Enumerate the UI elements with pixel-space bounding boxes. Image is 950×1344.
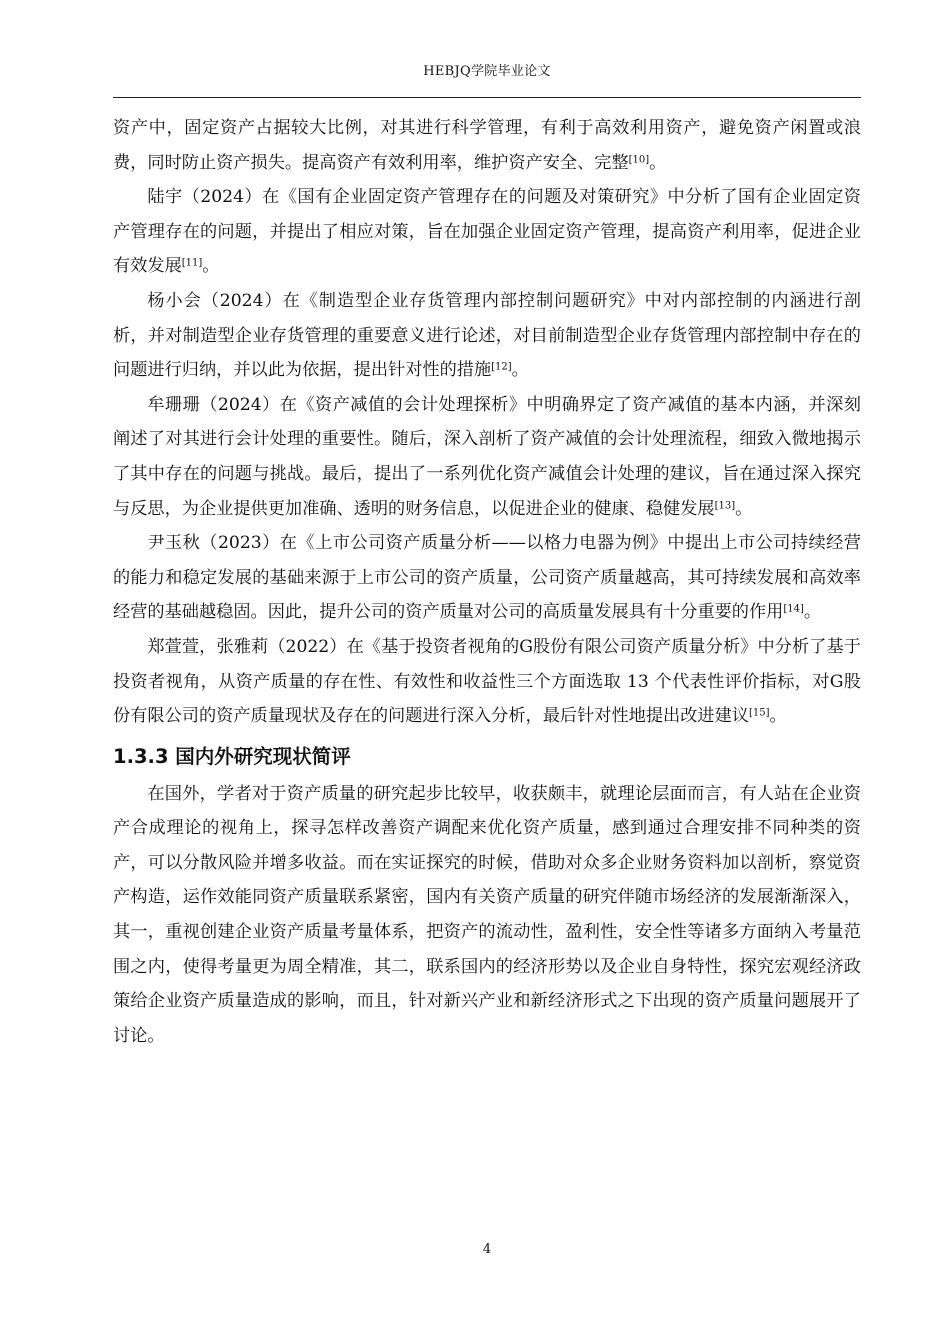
paragraph: 郑萱萱，张雅莉（2022）在《基于投资者视角的G股份有限公司资产质量分析》中分析了基于投资者视角，从资产质量的存在性、有效性和收益性三个方面选取 13 个代表性评价指标，对G股份有限公司的资产质量现状及存在的问题进行深入分析，最后针对性地提出改进建议[15]。 xyxy=(113,636,861,727)
paragraph: 牟珊珊（2024）在《资产减值的会计处理探析》中明确界定了资产减值的基本内涵，并深刻阐述了对其进行会计处理的重要性。随后，深入剖析了资产减值的会计处理流程，细致入微地揭示了其中存在的问题与挑战。最后，提出了一系列优化资产减值会计处理的建议，旨在通过深入探究与反思，为企业提供更加准确、透明的财务信息，以促进企业的健康、稳健发展[13]。 xyxy=(113,394,861,519)
citation-ref[interactable]: [14] xyxy=(783,603,804,615)
citation-ref[interactable]: [15] xyxy=(748,707,770,719)
page-number: 4 xyxy=(482,1242,492,1257)
page-header: HEBJQ学院毕业论文 xyxy=(423,64,551,79)
paragraph: 陆宇（2024）在《国有企业固定资产管理存在的问题及对策研究》中分析了国有企业固定资产管理存在的问题，并提出了相应对策，旨在加强企业固定资产管理，提高资产利用率，促进企业有效发展[11]。 xyxy=(113,187,861,277)
section-heading: 1.3.3 国内外研究现状简评 xyxy=(113,744,351,768)
citation-ref[interactable]: [11] xyxy=(181,257,203,269)
paragraph: 资产中，固定资产占据较大比例，对其进行科学管理，有利于高效利用资产，避免资产闲置或浪费，同时防止资产损失。提高资产有效利用率，维护资产安全、完整[10]。 xyxy=(113,118,861,173)
paragraph: 尹玉秋（2023）在《上市公司资产质量分析——以格力电器为例》中提出上市公司持续经营的能力和稳定发展的基础来源于上市公司的资产质量，公司资产质量越高，其可持续发展和高效率经营的基础越稳固。因此，提升公司的资产质量对公司的高质量发展具有十分重要的作用[14]。 xyxy=(113,533,861,623)
citation-ref[interactable]: [12] xyxy=(491,361,512,373)
section-paragraph: 在国外，学者对于资产质量的研究起步比较早，收获颇丰，就理论层面而言，有人站在企业资产合成理论的视角上，探寻怎样改善资产调配来优化资产质量，感到通过合理安排不同种类的资产，可以分散风险并增多收益。而在实证探究的时候，借助对众多企业财务资料加以剖析，察觉资产构造，运作效能同资产质量联系紧密，国内有关资产质量的研究伴随市场经济的发展渐渐深入，其一，重视创建企业资产质量考量体系，把资产的流动性，盈利性，安全性等诸多方面纳入考量范围之内，使得考量更为周全精准，其二，联系国内的经济形势以及企业自身特性，探究宏观经济政策给企业资产质量造成的影响，而且，针对新兴产业和新经济形式之下出现的资产质量问题展开了讨论。 xyxy=(113,783,861,1046)
page-body xyxy=(113,111,861,1053)
citation-ref[interactable]: [13] xyxy=(714,500,736,512)
paragraph: 杨小会（2024）在《制造型企业存货管理内部控制问题研究》中对内部控制的内涵进行剖析，并对制造型企业存货管理的重要意义进行论述，对目前制造型企业存货管理内部控制中存在的问题进行归纳，并以此为依据，提出针对性的措施[12]。 xyxy=(113,290,861,381)
header-divider xyxy=(113,97,861,98)
citation-ref[interactable]: [10] xyxy=(628,154,650,166)
